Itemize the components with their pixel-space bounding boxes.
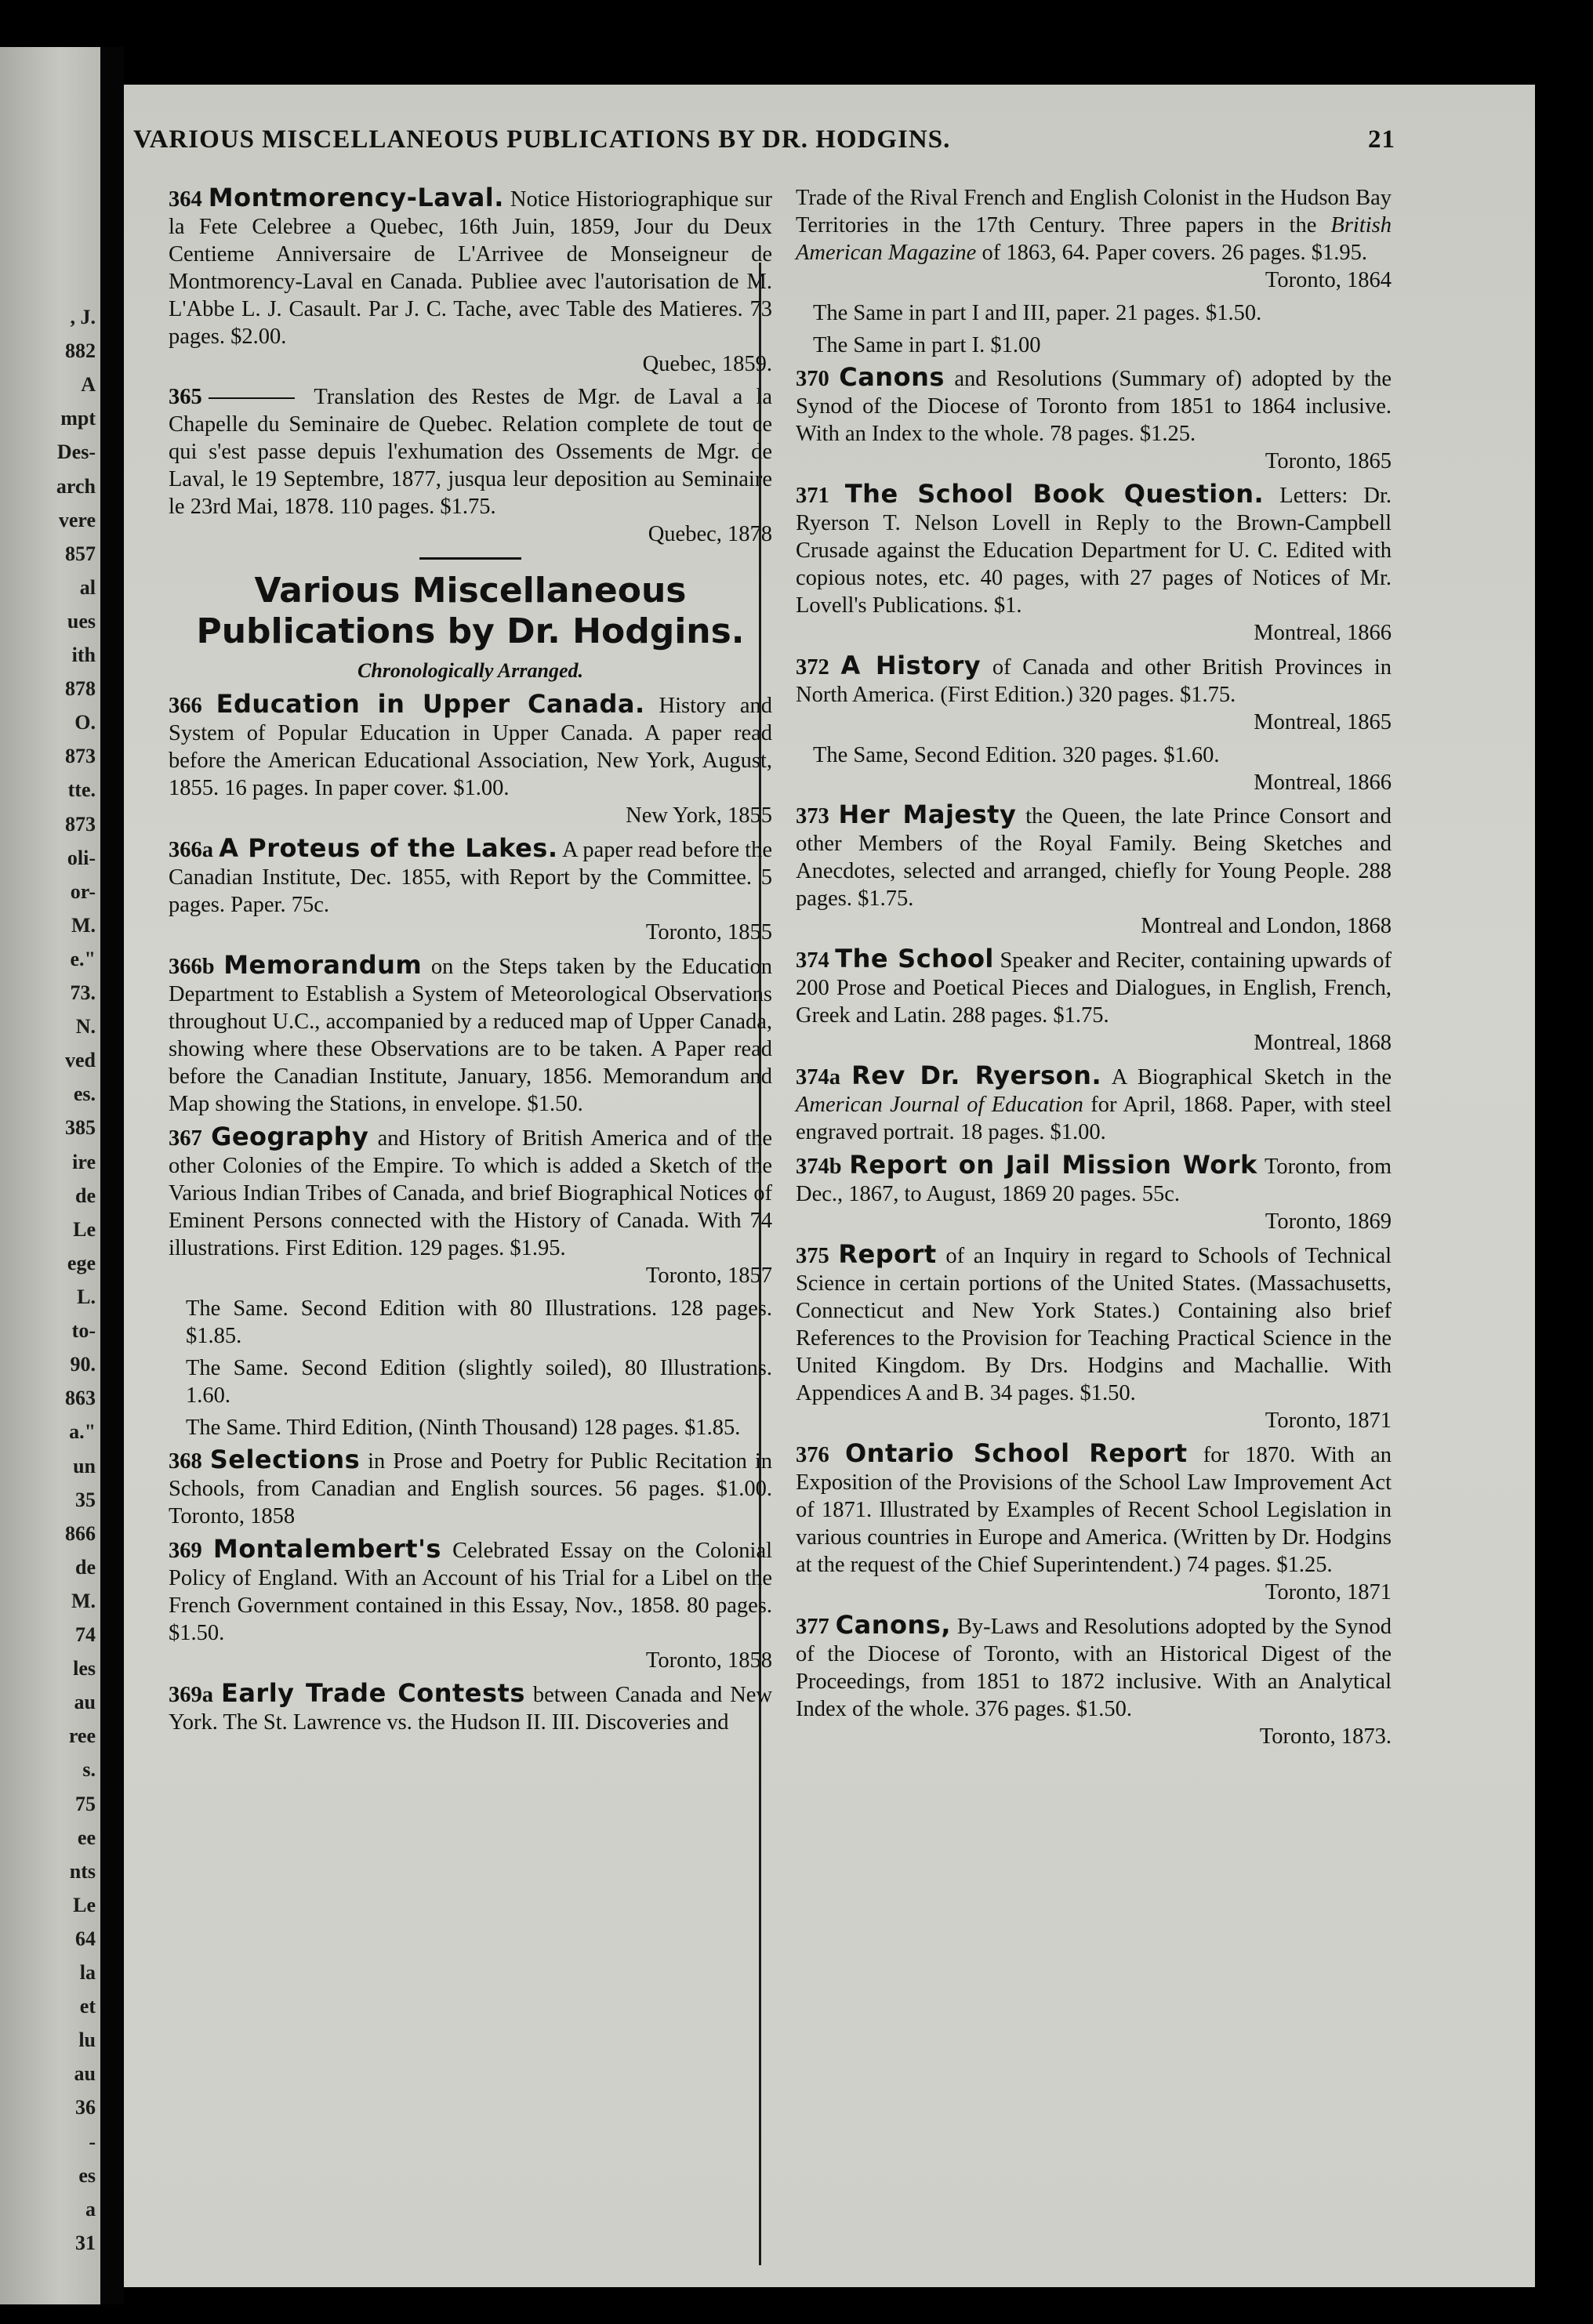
entry-366: 366 Education in Upper Canada. History and System of Popular Education in Upper Canada. A paper read before the American Educational Association, New York, August, 1855. 16 pages. In paper cover. $1.00. New York, 1855 xyxy=(169,689,773,828)
entry-place: Montreal, 1866 xyxy=(1254,770,1392,795)
prev-page-fragment: ith xyxy=(71,644,96,666)
entry-place: Montreal, 1866 xyxy=(1254,621,1392,645)
entry-368: 368 Selections in Prose and Poetry for Public Recitation in Schools, from Canadian and English sources. 56 pages. $1.00. Toronto, 1858 xyxy=(169,1445,773,1528)
prev-page-fragment: ee xyxy=(77,1826,96,1849)
prev-page-fragment: ire xyxy=(72,1151,96,1173)
entry-place: Toronto, 1864 xyxy=(1265,268,1392,292)
entry-title: Montmorency-Laval. xyxy=(208,183,504,212)
left-column xyxy=(169,184,772,1742)
entry-374: 374 The School Speaker and Reciter, containing upwards of 200 Prose and Poetical Pieces and Dialogues, in English, French, Greek and Latin. 288 pages. $1.75. Montreal, 1868 xyxy=(796,944,1392,1055)
prev-page-fragment: de xyxy=(75,1556,96,1579)
prev-page-fragment: to- xyxy=(71,1319,96,1342)
prev-page-fragment: 74 xyxy=(75,1623,96,1646)
prev-page-fragment: de xyxy=(75,1184,96,1207)
entry-place: Toronto, 1855 xyxy=(645,920,772,944)
right-column xyxy=(796,184,1392,1756)
prev-page-fragment: 866 xyxy=(65,1522,96,1545)
prev-page-fragment: oli- xyxy=(67,847,96,869)
prev-page-fragment: lu xyxy=(78,2029,96,2051)
prev-page-fragment: ege xyxy=(67,1252,96,1274)
entry-title: Memorandum xyxy=(223,950,423,980)
entry-369a-continued: Trade of the Rival French and English Colonist in the Hudson Bay Territories in the 17th Century. Three papers in the British American Magazine of 1863, 64. Paper covers. 26 pages. $1.95. Toronto, 1864 xyxy=(796,186,1392,292)
entry-title: Geography xyxy=(211,1122,369,1151)
prev-page-fragment: A xyxy=(81,373,96,396)
prev-page-fragment: 64 xyxy=(75,1927,96,1950)
prev-page-fragment: es. xyxy=(73,1082,96,1105)
entry-title: Her Majesty xyxy=(838,799,1017,829)
prev-page-fragment: nts xyxy=(69,1860,96,1883)
entry-title: Montalembert's xyxy=(212,1534,441,1564)
prev-page-fragment: ree xyxy=(68,1724,96,1747)
running-header xyxy=(133,125,1395,154)
entry-374b: 374b Report on Jail Mission Work Toronto, from Dec., 1867, to August, 1869 20 pages. 55c. Toronto, 1869 xyxy=(796,1150,1392,1234)
prev-page-fragment: 36 xyxy=(75,2096,96,2119)
entry-place: Quebec, 1859. xyxy=(642,352,772,376)
prev-page-fragment: 73. xyxy=(70,981,96,1004)
entry-373: 373 Her Majesty the Queen, the late Prince Consort and other Members of the Royal Family. Being Sketches and Anecdotes, selected and arranged, chiefly for Young People. 288 pages. $1.75. Montreal and London, 1868 xyxy=(796,799,1392,938)
prev-page-fragment: 873 xyxy=(65,813,96,836)
entry-title: The School xyxy=(835,944,994,973)
prev-page-fragment: e." xyxy=(70,948,96,970)
prev-page-fragment: 882 xyxy=(65,339,96,362)
entry-place: Toronto, 1858 xyxy=(645,1648,772,1673)
prev-page-fragment: a xyxy=(85,2198,96,2221)
section-title: Various Miscellaneous Publications by Dr. Hodgins. xyxy=(196,571,745,651)
prev-page-fragment: 75 xyxy=(75,1793,96,1815)
entry-365: 365 Translation des Restes de Mgr. de Laval a la Chapelle du Seminaire de Quebec. Relation complete de tout ce qui s'est passe depuis l'exhumation des Ossements de Mgr. de Laval, le 19 Septembre, 1877, jusqua leur deposition au Seminaire le 23rd Mai, 1878. 110 pages. $1.75. Quebec, 1878 xyxy=(169,385,772,546)
prev-page-fragment: 31 xyxy=(75,2232,96,2254)
prev-page-fragment: 863 xyxy=(65,1387,96,1409)
prev-page-fragment: les xyxy=(73,1657,96,1680)
prev-page-fragment: or- xyxy=(70,880,96,903)
entry-369a: 369a Early Trade Contests between Canada and New York. The St. Lawrence vs. the Hudson II. III. Discoveries and xyxy=(169,1678,773,1735)
entry-367: 367 Geography and History of British America and of the other Colonies of the Empire. To which is added a Sketch of the Various Indian Tribes of Canada, and brief Biographical Notices of Eminent Persons connected with the History of Canada. With 74 illustrations. First Edition. 129 pages. $1.95. Toronto, 1857 xyxy=(169,1122,773,1288)
entry-title: Rev Dr. Ryerson. xyxy=(851,1060,1102,1090)
prev-page-fragment: - xyxy=(89,2130,96,2153)
entry-place: Montreal, 1865 xyxy=(1254,710,1392,734)
page-number: 21 xyxy=(1368,125,1395,154)
page-gutter xyxy=(100,47,124,2304)
entry-title: Report on Jail Mission Work xyxy=(849,1150,1257,1180)
entry-367-variant: The Same. Second Edition with 80 Illustrations. 128 pages. $1.85. xyxy=(186,1296,772,1348)
prev-page-fragment: au xyxy=(74,1691,96,1713)
prev-page-fragment: M. xyxy=(71,914,96,937)
entry-372: 372 A History of Canada and other British Provinces in North America. (First Edition.) 320 pages. $1.75. Montreal, 1865 xyxy=(796,651,1392,734)
entry-place: Toronto, 1869 xyxy=(1265,1209,1392,1234)
prev-page-fragment: 90. xyxy=(70,1353,96,1376)
entry-title: Selections xyxy=(209,1445,361,1474)
entry-367-variant: The Same. Third Edition, (Ninth Thousand) 128 pages. $1.85. xyxy=(186,1416,741,1440)
entry-371: 371 The School Book Question. Letters: Dr. Ryerson T. Nelson Lovell in Reply to the Brown-Campbell Crusade against the Education Department for U. C. Edited with copious notes, etc. 40 pages, with 27 pages of Notices of Mr. Lovell's Publications. $1. Montreal, 1866 xyxy=(796,479,1392,645)
prev-page-fragment: 857 xyxy=(65,542,96,565)
prev-page-fragment: ved xyxy=(65,1049,96,1071)
entry-place: Toronto, 1857 xyxy=(645,1264,772,1288)
entry-372-variant: The Same, Second Edition. 320 pages. $1.60. Montreal, 1866 xyxy=(813,743,1392,795)
entry-place: Montreal and London, 1868 xyxy=(1141,914,1392,938)
entry-366a: 366a A Proteus of the Lakes. A paper read before the Canadian Institute, Dec. 1855, with Report by the Committee. 5 pages. Paper. 75c. Toronto, 1855 xyxy=(169,833,773,944)
entry-variant: The Same in part I. $1.00 xyxy=(813,333,1041,357)
entry-374a: 374a Rev Dr. Ryerson. A Biographical Sketch in the American Journal of Education for April, 1868. Paper, with steel engraved portrait. 18 pages. $1.00. xyxy=(796,1060,1392,1144)
entry-367-variant: The Same. Second Edition (slightly soiled), 80 Illustrations. 1.60. xyxy=(186,1356,772,1408)
prev-page-fragment: Le xyxy=(73,1894,96,1916)
prev-page-fragment: Des- xyxy=(56,441,96,463)
entry-369: 369 Montalembert's Celebrated Essay on the Colonial Policy of England. With an Account of his Trial for a Libel on the French Government contained in this Essay, Nov., 1858. 80 pages. $1.50. Toronto, 1858 xyxy=(169,1534,773,1673)
entry-364: 364 Montmorency-Laval. Notice Historiographique sur la Fete Celebree a Quebec, 16th Juin, 1859, Jour du Deux Centieme Anniversaire de L'Arrivee de Monseigneur de Montmorency-Laval en Canada. Publiee avec l'autorisation de M. L'Abbe L. J. Casault. Par J. C. Tache, avec Table des Matieres. 73 pages. $2.00. Quebec, 1859. xyxy=(169,183,773,376)
prev-page-fragment: 878 xyxy=(65,677,96,700)
entry-place: Toronto, 1871 xyxy=(1265,1409,1392,1433)
prev-page-fragment: mpt xyxy=(60,407,96,430)
prev-page-fragment: arch xyxy=(56,475,96,498)
entry-title: Report xyxy=(838,1239,937,1269)
entry-title: Education in Upper Canada. xyxy=(216,689,645,719)
entry-title: Canons xyxy=(839,362,945,392)
prev-page-fragment: 385 xyxy=(65,1116,96,1139)
prev-page-fragment: N. xyxy=(75,1015,96,1038)
prev-page-fragment: s. xyxy=(82,1758,96,1781)
section-subtitle: Chronologically Arranged. xyxy=(357,659,583,682)
entry-title: Early Trade Contests xyxy=(220,1678,525,1708)
entry-title: A History xyxy=(840,651,982,680)
prev-page-fragment: au xyxy=(74,2062,96,2085)
entry-place: Toronto, 1873. xyxy=(1259,1724,1392,1749)
prev-page-fragment: , J. xyxy=(70,306,96,328)
ditto-dash xyxy=(209,397,295,399)
section-rule xyxy=(419,557,521,560)
prev-page-fragment: et xyxy=(79,1995,96,2018)
prev-page-fragment: al xyxy=(79,576,96,599)
entry-377: 377 Canons, By-Laws and Resolutions adopted by the Synod of the Diocese of Toronto, with an Historical Digest of the Proceedings, from 1851 to 1872 inclusive. With an Analytical Index of the whole. 376 pages. $1.50. Toronto, 1873. xyxy=(796,1610,1392,1749)
prev-page-fragment: Le xyxy=(73,1218,96,1241)
entry-366b: 366b Memorandum on the Steps taken by the Education Department to Establish a System of Meteorological Observations throughout U.C., accompanied by a reduced map of Upper Canada, showing where these Observations are to be taken. A Paper read before the Canadian Institute, January, 1856. Memorandum and Map showing the Stations, in envelope. $1.50. xyxy=(169,950,773,1116)
prev-page-fragment: la xyxy=(79,1961,96,1984)
entry-place: Toronto, 1865 xyxy=(1265,449,1392,473)
entry-title: Canons, xyxy=(835,1610,951,1640)
prev-page-fragment: vere xyxy=(58,509,96,531)
prev-page-fragment: ues xyxy=(67,610,96,633)
prev-page-fragment: O. xyxy=(74,711,96,734)
entry-title: A Proteus of the Lakes. xyxy=(219,833,558,863)
entry-title: Ontario School Report xyxy=(844,1438,1188,1468)
entry-place: New York, 1855 xyxy=(626,803,772,828)
entry-375: 375 Report of an Inquiry in regard to Schools of Technical Science in certain portions of the United States. (Massachusetts, Connecticut and New York States.) Containing also brief References to the Provision for Teaching Practical Science in the United Kingdom. By Drs. Hodgins and Machallie. With Appendices A and B. 34 pages. $1.50. Toronto, 1871 xyxy=(796,1239,1392,1433)
prev-page-fragment: tte. xyxy=(67,778,96,801)
prev-page-fragment: L. xyxy=(77,1285,96,1308)
header-title: VARIOUS MISCELLANEOUS PUBLICATIONS BY DR. HODGINS. xyxy=(133,125,951,154)
previous-page-edge xyxy=(0,47,100,2304)
prev-page-fragment: a." xyxy=(69,1420,96,1443)
entry-variant: The Same in part I and III, paper. 21 pages. $1.50. xyxy=(813,301,1262,325)
prev-page-fragment: un xyxy=(73,1455,96,1477)
prev-page-fragment: 35 xyxy=(75,1488,96,1511)
entry-376: 376 Ontario School Report for 1870. With an Exposition of the Provisions of the School Law Improvement Act of 1871. Illustrated by Examples of Recent School Legislation in various countries in Europe and America. (Written by Dr. Hodgins at the request of the Chief Superintendent.) 74 pages. $1.25. Toronto, 1871 xyxy=(796,1438,1392,1604)
entry-place: Quebec, 1878 xyxy=(648,522,772,546)
prev-page-fragment: 873 xyxy=(65,745,96,767)
prev-page-fragment: M. xyxy=(71,1590,96,1612)
entry-place: Toronto, 1871 xyxy=(1265,1580,1392,1604)
entry-place: Montreal, 1868 xyxy=(1254,1031,1392,1055)
entry-title: The School Book Question. xyxy=(844,479,1265,509)
entry-370: 370 Canons and Resolutions (Summary of) adopted by the Synod of the Diocese of Toronto from 1851 to 1864 inclusive. With an Index to the whole. 78 pages. $1.25. Toronto, 1865 xyxy=(796,362,1392,473)
prev-page-fragment: es xyxy=(78,2164,96,2187)
